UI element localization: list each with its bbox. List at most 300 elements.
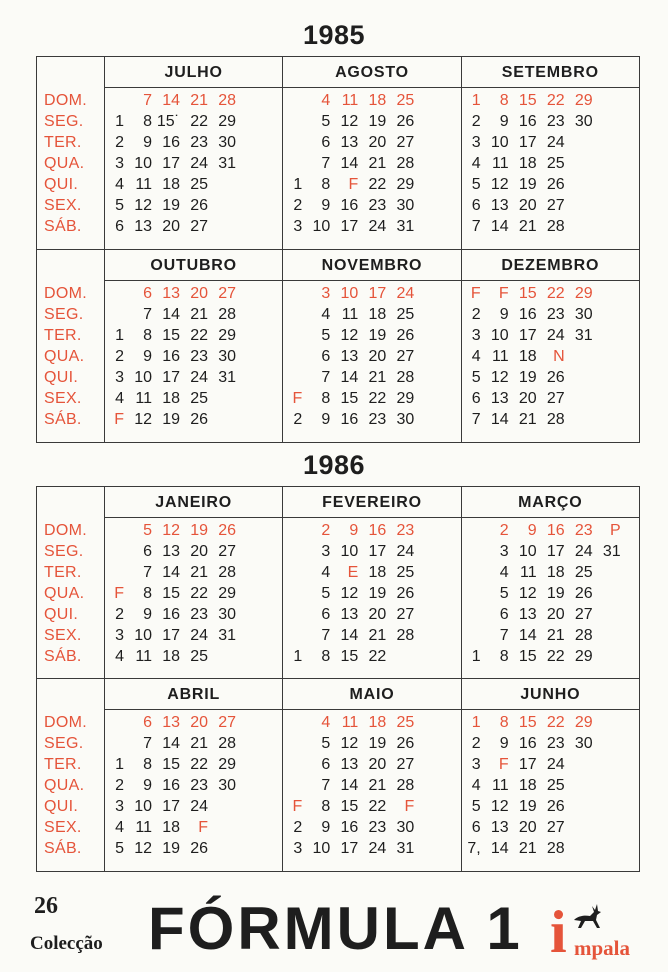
weekday-row: [283, 388, 460, 409]
day-cell: 29: [396, 176, 415, 193]
day-cell: 27: [574, 606, 593, 623]
weekday-label: QUA.: [44, 777, 85, 794]
day-cell: [565, 754, 593, 775]
day-cell: 24: [574, 543, 593, 560]
day-cell: 18: [518, 155, 537, 172]
day-cell-highlight: 21: [190, 92, 208, 109]
day-cell-highlight: 13: [162, 714, 180, 731]
day-cell: 26: [546, 368, 565, 386]
day-cell: 21: [368, 368, 387, 386]
day-cell: 30: [574, 113, 593, 130]
day-cell: [283, 346, 302, 367]
day-cell: [283, 132, 302, 153]
day-cell: 18: [546, 564, 565, 581]
day-cell: 9: [143, 606, 152, 623]
day-cell: 4: [115, 176, 124, 193]
day-cell: 22: [190, 326, 208, 344]
weekday-label: QUA.: [44, 347, 85, 365]
day-cell: [283, 604, 302, 625]
day-cell: [208, 817, 236, 838]
weekday-row: [283, 520, 460, 541]
month-name: OUTUBRO: [105, 250, 282, 281]
day-cell: 9: [143, 777, 152, 794]
day-cell: 5: [471, 176, 481, 193]
weekday-row: [105, 174, 282, 195]
day-cell-highlight: 24: [396, 284, 415, 302]
day-cell: 18: [368, 564, 387, 581]
day-cell: 19: [546, 585, 565, 602]
weekday-label: SÁB.: [44, 648, 82, 665]
month-block: [283, 487, 461, 678]
weekday-row: [462, 283, 639, 304]
day-cell: 12: [340, 585, 359, 602]
day-cell: 10: [134, 155, 152, 172]
month-days-grid: [105, 281, 282, 430]
day-cell: 23: [190, 134, 208, 151]
day-cell: [565, 174, 593, 195]
day-cell: 18: [518, 777, 537, 794]
day-cell-highlight: 5: [143, 522, 152, 539]
day-cell: 26: [396, 585, 415, 602]
day-cell: 3: [471, 326, 481, 344]
year-title-1986: 1986: [302, 450, 366, 480]
weekday-row: [462, 541, 639, 562]
month-days-grid: [283, 281, 460, 430]
day-cell: [208, 216, 236, 237]
day-cell: 16: [340, 819, 359, 836]
month-block: [105, 250, 283, 443]
day-cell: [283, 520, 302, 541]
day-cell: 25: [546, 155, 565, 172]
day-cell: 2: [293, 819, 303, 836]
quarter-row: [37, 250, 639, 443]
day-cell-highlight: 22: [546, 714, 565, 731]
day-cell: 14: [340, 368, 359, 386]
day-cell: 22: [190, 113, 208, 130]
day-cell: [105, 541, 124, 562]
day-cell: 19: [368, 113, 387, 130]
weekday-row: [105, 838, 282, 859]
weekday-row: [105, 733, 282, 754]
logo-wordmark: mpala: [574, 936, 631, 960]
day-cell-highlight: 18: [368, 92, 387, 109]
day-cell: 18: [162, 648, 180, 665]
month-days-grid: [462, 710, 639, 859]
day-cell: 31: [218, 368, 236, 386]
day-cell-highlight: 20: [190, 284, 208, 302]
day-cell-highlight: 11: [341, 92, 359, 109]
weekday-row: [462, 346, 639, 367]
day-cell: 27: [396, 347, 415, 365]
day-cell: 8: [321, 389, 331, 407]
day-cell: 8: [321, 176, 331, 193]
month-block: [283, 57, 461, 249]
quarter-row: [37, 57, 639, 250]
day-cell: 23: [190, 777, 208, 794]
day-cell-highlight: 23: [574, 522, 593, 539]
day-cell: 4: [321, 305, 331, 323]
day-cell: 9: [499, 113, 509, 130]
day-cell: 28: [396, 155, 415, 172]
day-cell: 1: [293, 648, 303, 665]
weekday-row: [462, 325, 639, 346]
day-cell: 14: [162, 735, 180, 752]
day-cell: 17: [340, 840, 359, 857]
day-cell: [283, 625, 302, 646]
day-cell: 9: [499, 305, 509, 323]
day-cell: 14: [490, 840, 509, 857]
day-cell-highlight: 27: [218, 284, 236, 302]
day-cell: 16: [162, 347, 180, 365]
day-cell: 10: [490, 326, 509, 344]
weekday-row: [105, 754, 282, 775]
day-cell: 24: [190, 368, 208, 386]
day-cell: 19: [368, 585, 387, 602]
weekday-row: [283, 562, 460, 583]
weekday-row: [105, 817, 282, 838]
day-cell: 3: [293, 218, 303, 235]
day-cell: 15: [162, 585, 180, 602]
month-days-grid: [462, 88, 639, 237]
day-cell: 11: [135, 389, 152, 407]
day-cell-highlight: F: [198, 819, 208, 836]
day-cell-highlight: 29: [574, 284, 593, 302]
day-cell: 28: [546, 410, 565, 428]
day-cell: 12: [490, 176, 509, 193]
day-cell: 18: [162, 819, 180, 836]
weekday-row: [283, 733, 460, 754]
day-cell-highlight: F: [292, 798, 303, 815]
day-cell: 8: [321, 648, 331, 665]
day-cell-highlight: 4: [321, 714, 331, 731]
weekday-label: QUI.: [44, 368, 79, 386]
day-cell-highlight: 12: [162, 522, 180, 539]
month-days-grid: [105, 88, 282, 237]
day-cell-highlight: 13: [162, 284, 180, 302]
quarter-row: [37, 487, 639, 679]
day-cell: 11: [520, 564, 537, 581]
day-cell: [283, 367, 302, 388]
day-cell: 4: [471, 777, 481, 794]
day-cell-highlight: N: [553, 347, 565, 365]
day-cell: [593, 604, 621, 625]
day-cell: 21: [190, 305, 208, 323]
weekday-label: SÁB.: [44, 840, 82, 857]
day-cell: 31: [602, 543, 621, 560]
month-days-grid: [105, 518, 282, 667]
day-cell: 19: [368, 326, 387, 344]
day-cell: 8: [321, 798, 331, 815]
day-cell: 13: [490, 389, 509, 407]
day-cell: [283, 153, 302, 174]
day-cell-highlight: P: [609, 522, 621, 539]
day-cell: 22: [368, 648, 387, 665]
day-cell: 3: [499, 543, 509, 560]
day-cell: 23: [368, 410, 387, 428]
day-cell: 17: [368, 543, 387, 560]
day-cell: 12: [490, 368, 509, 386]
day-cell: 14: [340, 777, 359, 794]
day-cell: 22: [190, 756, 208, 773]
day-cell: 29: [218, 113, 236, 130]
day-cell: 2: [471, 305, 481, 323]
day-cell: 4: [471, 155, 481, 172]
day-cell-highlight: 18: [368, 714, 387, 731]
weekday-label: TER.: [44, 326, 82, 344]
day-cell-highlight: 20: [190, 714, 208, 731]
day-cell: 26: [190, 840, 208, 857]
day-cell: 15˙: [156, 113, 180, 130]
day-cell: 6: [471, 819, 481, 836]
day-cell: 2: [293, 410, 303, 428]
day-cell: [565, 132, 593, 153]
weekday-row: [105, 346, 282, 367]
weekday-label: SÁB.: [44, 218, 82, 235]
day-cell: 27: [396, 606, 415, 623]
day-cell: 13: [340, 756, 359, 773]
day-cell: [283, 90, 302, 111]
day-cell: 9: [321, 410, 331, 428]
weekday-row: [105, 520, 282, 541]
weekday-row: [283, 754, 460, 775]
month-name: MARÇO: [462, 487, 639, 518]
weekday-row: [283, 838, 460, 859]
day-cell: 21: [368, 777, 387, 794]
day-cell: [208, 388, 236, 409]
day-cell: 5: [471, 798, 481, 815]
day-cell: 11: [135, 648, 152, 665]
day-cell: 17: [162, 368, 180, 386]
day-cell: 22: [368, 798, 387, 815]
weekday-label: DOM.: [44, 92, 87, 109]
logo-letter: i: [550, 899, 567, 965]
day-cell: 1: [115, 756, 124, 773]
day-cell: 7: [143, 735, 152, 752]
weekday-row: [105, 541, 282, 562]
weekday-row: [462, 90, 639, 111]
day-cell: 12: [134, 840, 152, 857]
weekday-row: [462, 733, 639, 754]
weekday-row: [283, 195, 460, 216]
day-cell-highlight: F: [114, 585, 124, 602]
day-cell: 6: [143, 543, 152, 560]
day-cell: 3: [321, 543, 331, 560]
day-cell: 28: [396, 368, 415, 386]
weekday-row: [462, 754, 639, 775]
day-cell: [105, 733, 124, 754]
day-cell: 22: [190, 585, 208, 602]
day-cell: 14: [162, 564, 180, 581]
day-cell: 21: [368, 155, 387, 172]
day-cell: 30: [396, 819, 415, 836]
day-cell: [283, 304, 302, 325]
day-cell: 17: [340, 218, 359, 235]
weekday-row: [462, 153, 639, 174]
day-cell: 24: [368, 218, 387, 235]
weekday-row: [105, 325, 282, 346]
day-cell: 23: [190, 606, 208, 623]
weekday-row: [462, 796, 639, 817]
day-cell: 19: [518, 368, 537, 386]
day-cell: 3: [115, 155, 124, 172]
day-cell: 31: [218, 155, 236, 172]
day-cell: [208, 646, 236, 667]
day-cell: 30: [396, 410, 415, 428]
day-cell-highlight: F: [114, 410, 124, 428]
day-cell: 28: [218, 305, 236, 323]
day-cell: 2: [115, 347, 124, 365]
day-cell: 14: [340, 627, 359, 644]
day-cell: 6: [499, 606, 509, 623]
day-cell: 20: [518, 389, 537, 407]
day-cell: 20: [368, 347, 387, 365]
day-cell: 14: [340, 155, 359, 172]
day-cell: 6: [321, 347, 331, 365]
day-cell: 27: [396, 134, 415, 151]
day-cell: 12: [134, 197, 152, 214]
weekday-label: SÁB.: [44, 410, 82, 428]
day-cell: [208, 409, 236, 430]
day-cell: [565, 388, 593, 409]
day-cell: 4: [471, 347, 481, 365]
month-days-grid: [462, 281, 639, 430]
weekday-row: [105, 304, 282, 325]
weekday-row: [283, 174, 460, 195]
weekday-label: DOM.: [44, 714, 87, 731]
month-block: [462, 487, 639, 678]
day-cell: 2: [115, 606, 124, 623]
month-name: FEVEREIRO: [283, 487, 460, 518]
month-name: JUNHO: [462, 679, 639, 710]
day-cell: 30: [574, 305, 593, 323]
day-cell: [105, 304, 124, 325]
day-cell: 20: [518, 819, 537, 836]
day-cell: 21: [368, 627, 387, 644]
day-cell: 6: [321, 606, 331, 623]
day-cell: 28: [546, 218, 565, 235]
day-cell: [105, 562, 124, 583]
day-cell: 8: [143, 326, 152, 344]
day-cell: 13: [490, 819, 509, 836]
day-cell: 10: [134, 368, 152, 386]
day-cell: 14: [490, 218, 509, 235]
day-cell: 26: [396, 735, 415, 752]
day-cell-highlight: 3: [321, 284, 331, 302]
day-cell-highlight: 29: [574, 92, 593, 109]
day-cell: [462, 604, 481, 625]
month-name: SETEMBRO: [462, 57, 639, 88]
day-cell: 27: [546, 197, 565, 214]
day-cell: 9: [321, 819, 331, 836]
day-cell: [208, 174, 236, 195]
month-block: [462, 679, 639, 871]
weekday-label: SEX.: [44, 627, 82, 644]
weekday-row: [105, 583, 282, 604]
day-cell: [208, 838, 236, 859]
day-cell-highlight: E: [347, 564, 359, 581]
day-cell: 28: [218, 564, 236, 581]
weekday-label: SEG.: [44, 113, 84, 130]
weekday-label: DOM.: [44, 284, 87, 302]
day-cell: [283, 754, 302, 775]
weekday-row: [105, 796, 282, 817]
weekday-row: [283, 796, 460, 817]
day-cell-highlight: 28: [218, 92, 236, 109]
day-cell: 20: [518, 197, 537, 214]
weekday-row: [283, 153, 460, 174]
day-cell: 23: [546, 305, 565, 323]
day-cell: 12: [134, 410, 152, 428]
day-cell: 7: [471, 218, 481, 235]
weekday-row: [462, 409, 639, 430]
day-cell: 10: [518, 543, 537, 560]
day-cell: 1: [293, 176, 303, 193]
month-block: [283, 250, 461, 443]
weekday-row: [462, 583, 639, 604]
day-cell: 13: [340, 134, 359, 151]
weekday-row: [283, 625, 460, 646]
weekday-row: [105, 646, 282, 667]
day-cell-highlight: 1: [471, 714, 481, 731]
day-cell: 27: [546, 819, 565, 836]
day-cell: 28: [574, 627, 593, 644]
day-cell: 10: [490, 134, 509, 151]
month-block: [105, 487, 283, 678]
day-cell: 17: [162, 798, 180, 815]
quarter-row: [37, 679, 639, 871]
day-cell: 16: [340, 410, 359, 428]
day-cell-highlight: 10: [340, 284, 359, 302]
day-cell-highlight: F: [292, 389, 303, 407]
day-cell-highlight: 22: [546, 92, 565, 109]
day-cell: 10: [134, 627, 152, 644]
day-cell: 26: [190, 410, 208, 428]
day-cell-highlight: 8: [499, 714, 509, 731]
day-cell: 10: [312, 218, 331, 235]
weekday-row: [105, 712, 282, 733]
weekday-row: [105, 388, 282, 409]
day-cell-highlight: 7: [143, 92, 152, 109]
day-cell: [565, 817, 593, 838]
day-cell: 4: [115, 648, 124, 665]
weekday-label: QUA.: [44, 155, 85, 172]
weekday-row: [105, 625, 282, 646]
weekday-label: QUI.: [44, 798, 79, 815]
day-cell: 6: [115, 218, 124, 235]
day-cell: [565, 838, 593, 859]
month-block: [105, 57, 283, 249]
day-cell: 8: [143, 113, 152, 130]
day-cell: 2: [115, 134, 124, 151]
day-cell: [565, 367, 593, 388]
weekday-row: [105, 283, 282, 304]
day-cell-highlight: 6: [143, 284, 152, 302]
day-cell: 21: [518, 840, 537, 857]
day-cell-highlight: 1: [471, 92, 481, 109]
day-cell: 7: [471, 410, 481, 428]
day-cell: 5: [471, 368, 481, 386]
day-cell-highlight: F: [498, 284, 509, 302]
month-name: DEZEMBRO: [462, 250, 639, 281]
day-cell: 28: [218, 735, 236, 752]
month-block: [462, 57, 639, 249]
day-cell: 15: [162, 756, 180, 773]
day-cell: 30: [218, 134, 236, 151]
day-cell: [565, 409, 593, 430]
day-cell: 29: [396, 389, 415, 407]
day-cell: 29: [218, 585, 236, 602]
day-cell-highlight: 23: [396, 522, 415, 539]
